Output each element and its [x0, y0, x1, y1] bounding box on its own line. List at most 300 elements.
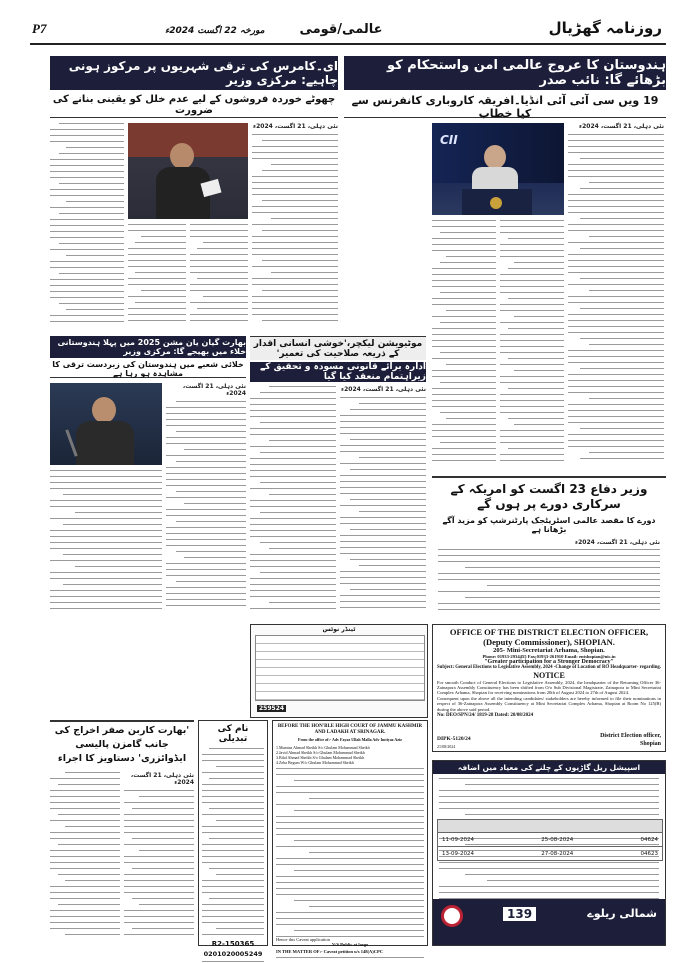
text-line: [439, 802, 659, 803]
text-line: [262, 260, 338, 261]
text-line: [59, 183, 124, 184]
railway-logo-icon: [441, 905, 463, 927]
story3-col-left: [50, 470, 162, 618]
story3-text-b: [50, 470, 162, 609]
text-line: [202, 916, 264, 917]
masthead-date: مورخہ 22 اگست 2024ء: [165, 26, 265, 36]
text-line: [568, 284, 664, 285]
text-line: [50, 249, 124, 250]
story4-subhead: ادارہ برائے قانونی مسودہ و تحقیق کے زیراہتمام منعقد کیا گیا: [250, 362, 426, 382]
text-line: [250, 536, 336, 537]
text-line: [508, 298, 564, 299]
text-line: [440, 232, 496, 233]
text-line: [439, 892, 659, 893]
text-line: [568, 260, 664, 261]
text-line: [252, 224, 338, 225]
text-line: [166, 539, 246, 540]
text-line: [276, 786, 424, 787]
text-line: [202, 844, 264, 845]
text-line: [250, 416, 336, 417]
text-line: [50, 267, 124, 268]
text-line: [190, 290, 248, 291]
text-line: [568, 212, 664, 213]
text-line: [340, 451, 426, 452]
text-line: [508, 238, 564, 239]
text-line: [350, 559, 426, 560]
text-line: [589, 398, 664, 399]
story5-text: [432, 549, 666, 610]
text-line: [340, 571, 426, 572]
text-line: [500, 394, 564, 395]
name-change-ad: [198, 720, 268, 958]
text-line: [216, 820, 264, 821]
text-line: [432, 406, 496, 407]
name-change-text-a: [202, 748, 264, 935]
text-line: [63, 494, 162, 495]
story1-col-left: [432, 220, 496, 469]
text-line: [50, 542, 162, 543]
text-line: [128, 320, 186, 321]
text-line: [166, 497, 246, 498]
text-line: [276, 882, 424, 883]
text-line: [176, 551, 246, 552]
text-line: [128, 266, 186, 267]
text-line: [568, 440, 664, 441]
text-line: [50, 135, 124, 136]
text-line: [432, 388, 496, 389]
text-line: [568, 194, 664, 195]
page-number: P7: [32, 21, 47, 36]
speaker-head: [170, 143, 194, 169]
text-line: [514, 262, 564, 263]
story3-col-right: نئی دہلی، 21 اگست، 2024ء: [166, 383, 246, 618]
text-line: [176, 461, 246, 462]
text-line: [260, 392, 336, 393]
text-line: [184, 503, 246, 504]
section-title: عالمی/قومی: [299, 22, 383, 37]
text-line: [75, 566, 162, 567]
rail-table: [437, 819, 663, 861]
text-line: [350, 409, 426, 410]
text-line: [568, 332, 664, 333]
deo-sign2: Shopian: [639, 741, 661, 747]
text-line: [209, 808, 264, 809]
speaker-body: [156, 167, 210, 219]
text-line: [166, 593, 246, 594]
text-line: [139, 796, 194, 797]
text-line: [50, 530, 162, 531]
text-line: [568, 272, 664, 273]
text-line: [340, 601, 426, 602]
text-line: [294, 840, 424, 841]
text-line: [209, 868, 264, 869]
text-line: [580, 278, 664, 279]
text-line: [128, 248, 186, 249]
deo-subject: Subject: General Elections to Legislative Assembly, 2024 -Change of Location of RO Headquarter- regarding.: [437, 665, 661, 670]
text-line: [50, 165, 124, 166]
text-line: [202, 772, 264, 773]
rail-table-header: [437, 819, 663, 833]
court-petitioners: [276, 745, 424, 765]
text-line: [260, 422, 336, 423]
text-line: [432, 430, 496, 431]
text-line: [202, 796, 264, 797]
text-line: [128, 224, 186, 225]
deo-heading: NOTICE: [533, 670, 565, 680]
text-line: [202, 922, 264, 923]
text-line: [440, 442, 496, 443]
text-line: [166, 569, 246, 570]
text-line: [166, 575, 246, 576]
text-line: [438, 603, 660, 604]
text-line: [50, 129, 124, 130]
story2-text-a: [252, 134, 338, 321]
text-line: [500, 280, 564, 281]
text-line: [580, 338, 664, 339]
text-line: [580, 248, 664, 249]
rail-ad: [432, 760, 666, 946]
text-line: [465, 874, 659, 875]
text-line: [589, 344, 664, 345]
text-line: [252, 158, 338, 159]
speaker-head: [92, 397, 116, 423]
story4-col-right: نئی دہلی، 21 اگست، 2024ء: [340, 386, 426, 618]
text-line: [252, 134, 338, 135]
text-line: [50, 802, 120, 803]
text-line: [50, 898, 120, 899]
text-line: [568, 134, 664, 135]
text-line: [432, 340, 496, 341]
name-change-phone: 0201020005249: [203, 950, 263, 958]
text-line: [340, 475, 426, 476]
deo-notice: [432, 624, 666, 752]
text-line: [124, 832, 194, 833]
text-line: [50, 470, 162, 471]
paper-held: [200, 179, 221, 197]
text-line: [580, 458, 664, 459]
text-line: [252, 296, 338, 297]
text-line: [50, 602, 162, 603]
text-line: [176, 521, 246, 522]
text-line: [190, 260, 248, 261]
text-line: [209, 748, 264, 749]
text-line: [252, 236, 338, 237]
text-line: [438, 561, 660, 562]
text-line: [276, 774, 424, 775]
text-line: [568, 392, 664, 393]
text-line: [340, 583, 426, 584]
text-line: [250, 596, 336, 597]
tender-ad-title: ٹینڈر نوٹس: [322, 626, 356, 633]
text-line: [276, 834, 424, 835]
text-line: [50, 321, 124, 322]
text-line: [50, 476, 162, 477]
name-change-title: نام کی تبدیلی: [217, 724, 249, 744]
text-line: [252, 266, 338, 267]
text-line: [124, 892, 194, 893]
text-line: [568, 314, 664, 315]
deo-title: OFFICE OF THE DISTRICT ELECTION OFFICER,: [449, 627, 649, 637]
text-line: [252, 302, 338, 303]
text-line: [580, 188, 664, 189]
text-line: [50, 225, 124, 226]
text-line: [276, 864, 424, 865]
story2-text-d: [128, 224, 186, 321]
text-line: [271, 218, 338, 219]
text-line: [216, 766, 264, 767]
text-line: [132, 928, 194, 929]
text-line: [184, 557, 246, 558]
text-line: [166, 533, 246, 534]
text-line: [50, 910, 120, 911]
text-line: [202, 892, 264, 893]
rail-ad-title: اسپیشل ریل گاڑیوں کے چلنے کی معیاد میں اضافہ: [433, 761, 665, 774]
story6-headline: 'بھارت کاربن صفر اخراج کی جانب گامزن پالیسی ایڈوائزری' دستاویز کا اجراء: [50, 720, 194, 768]
text-line: [124, 934, 194, 935]
text-line: [432, 226, 496, 227]
text-line: [50, 315, 124, 316]
text-line: [250, 398, 336, 399]
text-line: [568, 242, 664, 243]
text-line: [132, 898, 194, 899]
deo-sub1: (Deputy Commissioner), SHOPIAN.: [483, 637, 615, 647]
story5-box: وزیر دفاع 23 اگست کو امریکہ کے سرکاری دورے پر ہوں گے دورے کا مقصد عالمی اسٹریٹجک پارٹنرشپ کو مزید آگے بڑھانا ہے نئی دہلی، 21 اگست، 2024ء: [432, 476, 666, 618]
text-line: [262, 290, 338, 291]
text-line: [124, 874, 194, 875]
text-line: [440, 292, 496, 293]
text-line: [50, 195, 124, 196]
text-line: [66, 147, 124, 148]
text-line: [252, 146, 338, 147]
text-line: [250, 434, 336, 435]
text-line: [568, 446, 664, 447]
text-line: [276, 792, 424, 793]
story2-col-bot1: [190, 224, 248, 331]
text-line: [580, 368, 664, 369]
text-line: [202, 904, 264, 905]
text-line: [166, 407, 246, 408]
name-change-text-b: [202, 961, 264, 962]
story3-subhead: خلائی شعبے میں ہندوستان کی زبردست ترقی کا مشاہدہ ہو رہا ہے: [50, 360, 246, 378]
text-line: [432, 376, 496, 377]
story1-text-c: [432, 220, 496, 461]
text-line: [216, 928, 264, 929]
text-line: [340, 505, 426, 506]
text-line: [568, 146, 664, 147]
petitioner-row: 1.Mumtaz Ahmad Sheikh S/o Ghulam Mohammad Sheikh: [276, 745, 370, 750]
text-line: [50, 886, 120, 887]
text-line: [432, 334, 496, 335]
text-line: [202, 961, 264, 962]
text-line: [166, 545, 246, 546]
text-line: [340, 481, 426, 482]
text-line: [209, 778, 264, 779]
text-line: [50, 578, 162, 579]
text-line: [500, 400, 564, 401]
story2-photo: [128, 123, 248, 219]
text-line: [50, 291, 124, 292]
text-line: [202, 886, 264, 887]
text-line: [438, 591, 660, 592]
text-line: [252, 278, 338, 279]
text-line: [439, 790, 659, 791]
text-line: [50, 500, 162, 501]
text-line: [50, 548, 162, 549]
text-line: [50, 590, 162, 591]
text-line: [50, 808, 120, 809]
story2-col-left: [50, 123, 124, 331]
text-line: [359, 511, 426, 512]
text-line: [589, 182, 664, 183]
text-line: [432, 298, 496, 299]
text-line: [271, 164, 338, 165]
court-text-b: [276, 957, 424, 958]
text-line: [202, 802, 264, 803]
text-line: [276, 957, 424, 958]
text-line: [50, 796, 120, 797]
text-line: [508, 268, 564, 269]
text-line: [568, 434, 664, 435]
text-line: [432, 220, 496, 221]
text-line: [58, 844, 120, 845]
text-line: [500, 454, 564, 455]
text-line: [340, 493, 426, 494]
text-line: [203, 242, 248, 243]
text-line: [276, 912, 424, 913]
text-line: [50, 488, 162, 489]
text-line: [176, 401, 246, 402]
text-line: [440, 412, 496, 413]
text-line: [166, 473, 246, 474]
text-line: [132, 808, 194, 809]
text-line: [50, 862, 120, 863]
text-line: [276, 876, 424, 877]
text-line: [439, 862, 659, 863]
text-line: [50, 297, 124, 298]
text-line: [128, 314, 186, 315]
text-line: [190, 320, 248, 321]
text-line: [589, 236, 664, 237]
text-line: [432, 448, 496, 449]
text-line: [439, 868, 659, 869]
text-line: [209, 898, 264, 899]
text-line: [340, 517, 426, 518]
text-line: [276, 822, 424, 823]
deo-dipk-date: 21/08/2024: [437, 744, 456, 749]
text-line: [190, 302, 248, 303]
text-line: [166, 413, 246, 414]
story1-subhead: 19 ویں سی آئی آئی انڈیا۔افریقہ کاروباری کانفرنس سے کیا خطاب: [344, 94, 666, 118]
text-line: [568, 374, 664, 375]
text-line: [294, 810, 424, 811]
text-line: [202, 856, 264, 857]
text-line: [252, 194, 338, 195]
text-line: [500, 250, 564, 251]
text-line: [250, 506, 336, 507]
text-line: [197, 308, 248, 309]
text-line: [438, 549, 660, 550]
text-line: [568, 362, 664, 363]
text-line: [568, 140, 664, 141]
text-line: [508, 448, 564, 449]
text-line: [250, 590, 336, 591]
text-line: [176, 431, 246, 432]
text-line: [568, 200, 664, 201]
text-line: [190, 224, 248, 225]
text-line: [166, 515, 246, 516]
court-filed: From the office of:- Adv Fayaz Ullah Malla Adv Imtiyaz Aziz: [298, 737, 402, 742]
text-line: [132, 838, 194, 839]
text-line: [440, 382, 496, 383]
text-line: [500, 292, 564, 293]
story4-text-b: [250, 386, 336, 609]
text-line: [432, 394, 496, 395]
text-line: [59, 303, 124, 304]
text-line: [276, 888, 424, 889]
text-line: [340, 535, 426, 536]
text-line: [500, 460, 564, 461]
text-line: [124, 856, 194, 857]
deo-dipk: DIPK-5120/24: [437, 736, 471, 742]
text-line: [190, 236, 248, 237]
text-line: [440, 262, 496, 263]
text-line: [500, 322, 564, 323]
text-line: [50, 279, 124, 280]
text-line: [203, 296, 248, 297]
text-line: [132, 868, 194, 869]
story2-col-bot2: [128, 224, 186, 331]
text-line: [432, 400, 496, 401]
text-line: [50, 237, 124, 238]
petitioner-row: 3.Bilal Ahmad Sheikh S/o Ghulam Mohammad Sheikh: [276, 755, 365, 760]
text-line: [202, 784, 264, 785]
text-line: [432, 358, 496, 359]
text-line: [166, 587, 246, 588]
text-line: [500, 274, 564, 275]
text-line: [124, 886, 194, 887]
text-line: [50, 261, 124, 262]
court-text-a: [276, 768, 424, 937]
story6-col-right: نئی دہلی، 21 اگست، 2024ء: [124, 772, 194, 946]
rail-row: 11-09-2024 25-08-2024 04624: [437, 833, 663, 847]
text-line: [250, 476, 336, 477]
text-line: [50, 790, 120, 791]
tender-table: [255, 635, 425, 701]
text-line: [252, 242, 338, 243]
text-line: [500, 406, 564, 407]
text-line: [124, 910, 194, 911]
text-line: [202, 760, 264, 761]
text-line: [276, 924, 424, 925]
text-line: [250, 578, 336, 579]
text-line: [262, 170, 338, 171]
text-line: [50, 506, 162, 507]
text-line: [166, 605, 246, 606]
text-line: [65, 772, 120, 773]
text-line: [340, 487, 426, 488]
text-line: [276, 768, 424, 769]
story2-headline: ای۔کامرس کی ترقی شہریوں پر مرکوز ہونی چاہیے: مرکزی وزیر: [50, 56, 338, 90]
text-line: [124, 826, 194, 827]
text-line: [568, 350, 664, 351]
text-line: [340, 553, 426, 554]
text-line: [124, 880, 194, 881]
deo-slogan: "Greater participation for a Stronger Democracy": [484, 659, 614, 665]
text-line: [568, 224, 664, 225]
story4-text-a: [340, 397, 426, 608]
text-line: [128, 254, 186, 255]
text-line: [500, 442, 564, 443]
